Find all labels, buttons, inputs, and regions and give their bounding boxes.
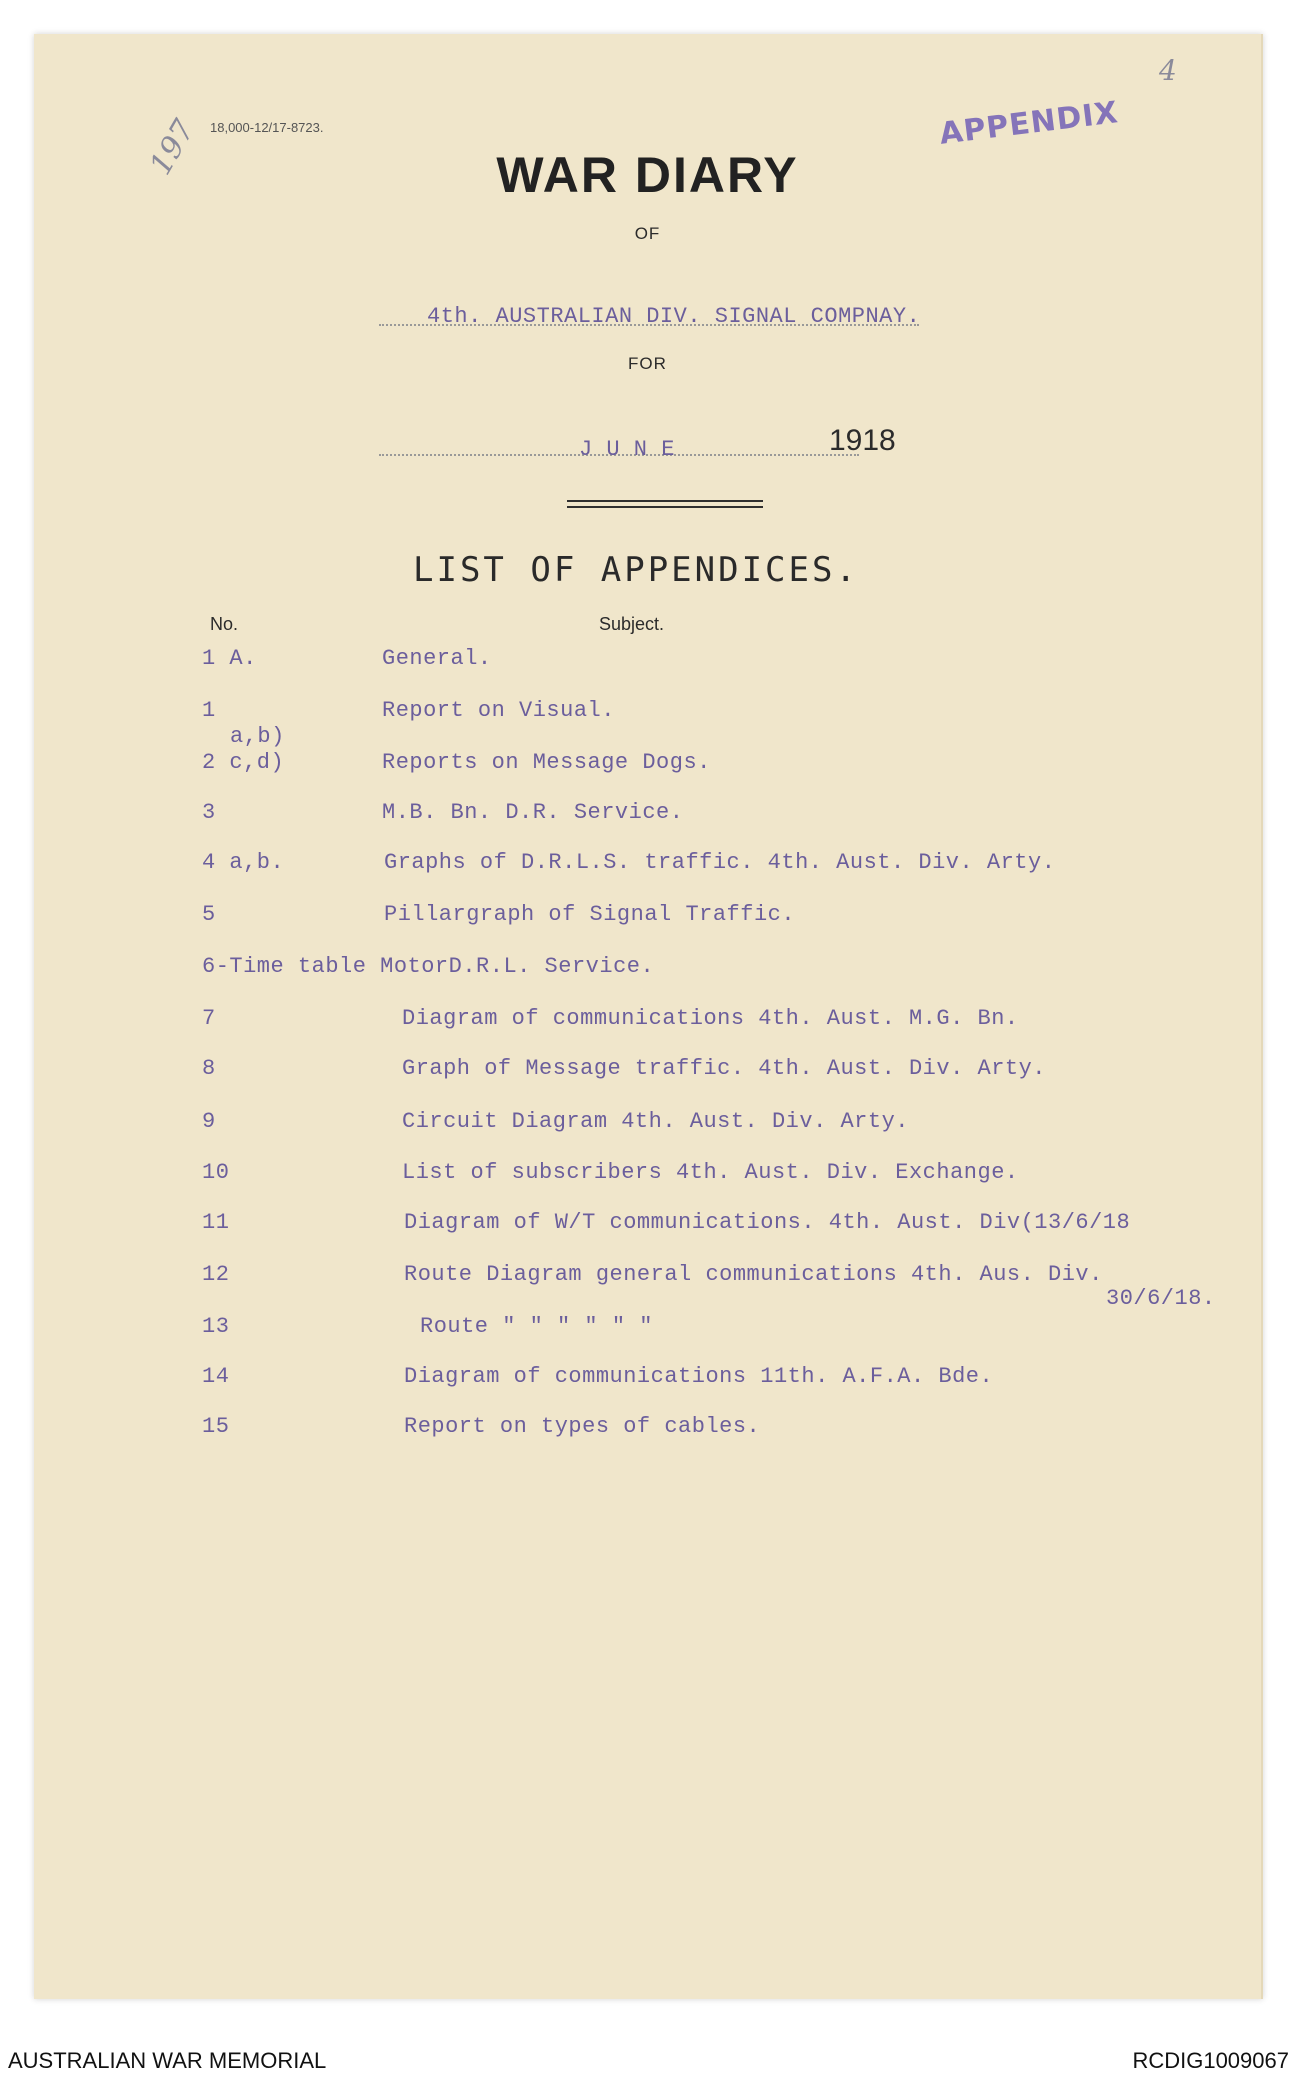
entry-subject: Graphs of D.R.L.S. traffic. 4th. Aust. Div. Arty. (384, 850, 1056, 875)
double-rule-top (567, 500, 763, 502)
of-label: OF (634, 224, 661, 243)
entry-no: 14 (202, 1364, 230, 1389)
entry-subject: Report on Visual. (382, 698, 615, 723)
document-page (34, 34, 1263, 1999)
entry-no: 3 (202, 800, 216, 825)
entry-subject: Diagram of communications 11th. A.F.A. Bde. (404, 1364, 994, 1389)
entry-subject: Report on types of cables. (404, 1414, 761, 1439)
entry-subject: Graph of Message traffic. 4th. Aust. Div. Arty. (402, 1056, 1047, 1081)
appendix-stamp: APPENDIX (937, 95, 1121, 152)
entry-no: 9 (202, 1109, 216, 1134)
double-rule-bottom (567, 506, 763, 508)
entry-subject: Reports on Message Dogs. (382, 750, 711, 775)
year: 1918 (829, 424, 896, 457)
form-code: 18,000-12/17-8723. (210, 120, 324, 135)
entry-no-sub: a,b) (230, 724, 285, 749)
entry-subject: Diagram of W/T communications. 4th. Aust. Div(13/6/18 (404, 1210, 1131, 1235)
handwritten-page-number: 4 (1159, 54, 1177, 87)
footer-institution: AUSTRALIAN WAR MEMORIAL (8, 2048, 327, 2073)
entry-no: 5 (202, 902, 216, 927)
entry-subject: Circuit Diagram 4th. Aust. Div. Arty. (402, 1109, 909, 1134)
month: J U N E (579, 437, 675, 462)
war-diary-title: WAR DIARY (496, 147, 799, 203)
entry-subject: List of subscribers 4th. Aust. Div. Exchange. (402, 1160, 1019, 1185)
entry-no: 10 (202, 1160, 230, 1185)
entry-no: 2 c,d) (202, 750, 285, 775)
entry-no: 4 a,b. (202, 850, 285, 875)
column-header-subject: Subject. (599, 614, 665, 634)
entry-no: 1 (202, 698, 216, 723)
entry-no: 7 (202, 1006, 216, 1031)
for-label: FOR (628, 354, 667, 373)
entry-subject: Route Diagram general communications 4th. Aus. Div. (404, 1262, 1103, 1287)
unit-name: 4th. AUSTRALIAN DIV. SIGNAL COMPNAY. (427, 304, 921, 329)
footer-reference: RCDIG1009067 (1132, 2048, 1289, 2073)
entry-subject: M.B. Bn. D.R. Service. (382, 800, 684, 825)
entry-subject: Diagram of communications 4th. Aust. M.G. Bn. (402, 1006, 1019, 1031)
entry-date-note: 30/6/18. (1106, 1286, 1216, 1311)
column-header-no: No. (210, 614, 239, 634)
entry-no: 8 (202, 1056, 216, 1081)
entry-no: 1 A. (202, 646, 257, 671)
entry-subject: Route " " " " " " (420, 1314, 653, 1339)
list-of-appendices-title: LIST OF APPENDICES. (413, 550, 859, 590)
entry-subject: General. (382, 646, 492, 671)
entry-subject: Pillargraph of Signal Traffic. (384, 902, 796, 927)
handwritten-ref: 197 (143, 113, 203, 182)
entry-no: 12 (202, 1262, 230, 1287)
entry-no: 11 (202, 1210, 230, 1235)
entry-no: 6-Time table MotorD.R.L. Service. (202, 954, 655, 979)
entry-no: 15 (202, 1414, 230, 1439)
entry-no: 13 (202, 1314, 230, 1339)
